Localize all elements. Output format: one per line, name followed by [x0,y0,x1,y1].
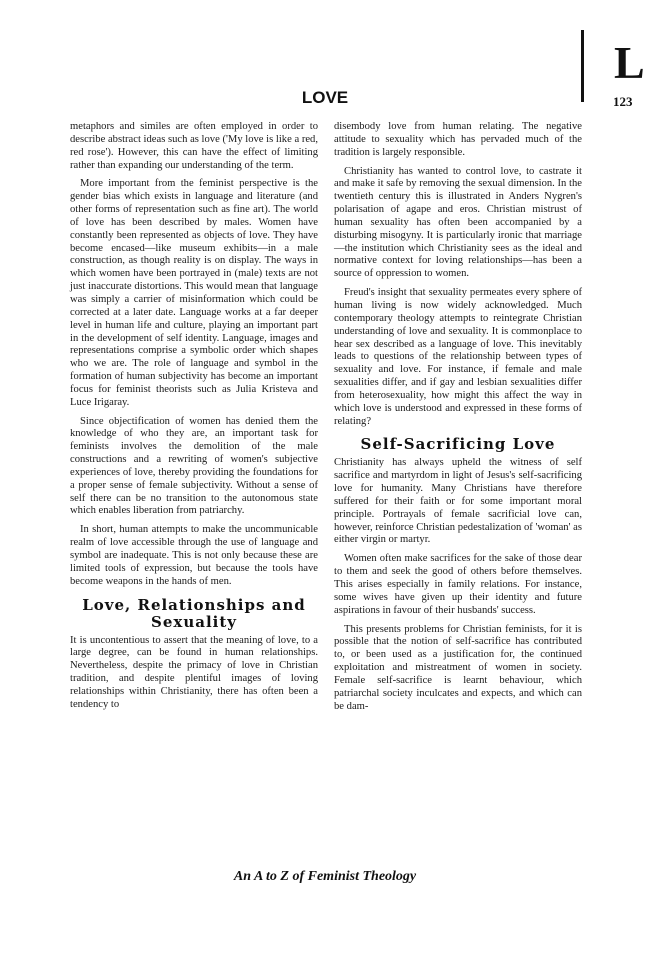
paragraph: Women often make sacrifices for the sake of those dear to them and seek the good of others before themselves. This arises especially in family relations. For instance, some wives have given up their identity and future aspirations in favour of their husbands' success. [334,553,582,616]
paragraph: In short, human attempts to make the uncommunicable realm of love accessible through the use of language and symbol are inadequate. This is not only because these are limited tools of expression, but because the tools have become weapons in the hands of men. [70,524,318,587]
paragraph: Christianity has wanted to control love, to castrate it and make it safe by removing the sexual dimension. In the twentieth century this is illustrated in Anders Nygren's polarisation of agape and eros. Christian mistrust of human sexuality has often been accompanied by a disturbing misogyny. It is particularly ironic that marriage—the institution which Christianity sees as the ideal and normative context for loving relationships—has been a source of oppression to women. [334,165,582,280]
paragraph: Christianity has always upheld the witness of self sacrifice and martyrdom in light of Jesus's self-sacrificing love for humanity. Many Christians have therefore suffered for their faith or for some important moral principle. Portrayals of female sacrificial love can, however, reinforce Christian pedestalization of 'woman' as either virgin or martyr. [334,457,582,546]
paragraph: disembody love from human relating. The negative attitude to sexuality which has pervaded much of the tradition is largely responsible. [334,121,582,158]
section-heading: Love, Relationships and Sexuality [82,595,306,631]
paragraph: Since objectification of women has denied them the knowledge of who they are, an important task for feminists involves the demolition of the male constructions and a rewriting of women's subjective experiences of love, thereby providing the foundations for a proper sense of female subjectivity. Without a sense of self there can be no transition to the autonomous state which enables liberation from patriarchy. [70,415,318,517]
paragraph: Freud's insight that sexuality permeates every sphere of human living is now widely acknowledged. Much contemporary theology attempts to reintegrate Christian understanding of love and sexuality. It is commonplace to hear sex described as a language of love. This inevitably leads to questions of the relationship between types of sexuality and love. For instance, if female and male sexualities differ, and if gay and lesbian sexualities differ from heterosexuality, how might this affect the way in which love is understood and expressed in these forms of relating? [334,287,582,427]
right-column [334,121,582,719]
paragraph: metaphors and similes are often employed in order to describe abstract ideas such as love ('My love is like a red, red rose'). However, this can have the effect of limiting rather than expanding our understanding of the term. [70,121,318,171]
left-column [70,121,318,718]
paragraph: This presents problems for Christian feminists, for it is possible that the notion of self-sacrifice has contributed to, or been used as a justification for, the continued exploitation and mistreatment of women in society. Female self-sacrifice is learnt behaviour, which patriarchal society inculcates and expects, and which can be dam- [334,623,582,712]
running-title: LOVE [301,88,349,107]
section-heading: Self-Sacrificing Love [360,435,556,454]
page-number: 123 [613,94,633,109]
paragraph: It is uncontentious to assert that the meaning of love, to a large degree, can be found in human relationships. Nevertheless, despite the primacy of love in Christian tradition, and despite plentiful images of loving relationships within Christianity, there has often been a tendency to [70,634,318,710]
paragraph: More important from the feminist perspective is the gender bias which exists in language and literature (and other forms of representation such as fine art). The world of love has been described by males. Women have constantly been represented as objects of love. They have become encased—like museum exhibits—in a male construction, as though reality is on display. The ways in which women have been portrayed in (male) texts are not just inaccurate distortions. This would mean that language was simply a carrier of misinformation which could be corrected at a later date. Language works at a far deeper level in human life and culture, playing an important part in the development of self identity. Language, images and representations comprise a symbolic order which shapes who we are. The role of language and symbol in the formation of human subjectivity has become an important focus for feminist theorists such as Julia Kristeva and Luce Irigaray. [70,178,318,408]
section-letter: L [614,37,645,88]
book-title-footer: An A to Z of Feminist Theology [233,869,417,884]
